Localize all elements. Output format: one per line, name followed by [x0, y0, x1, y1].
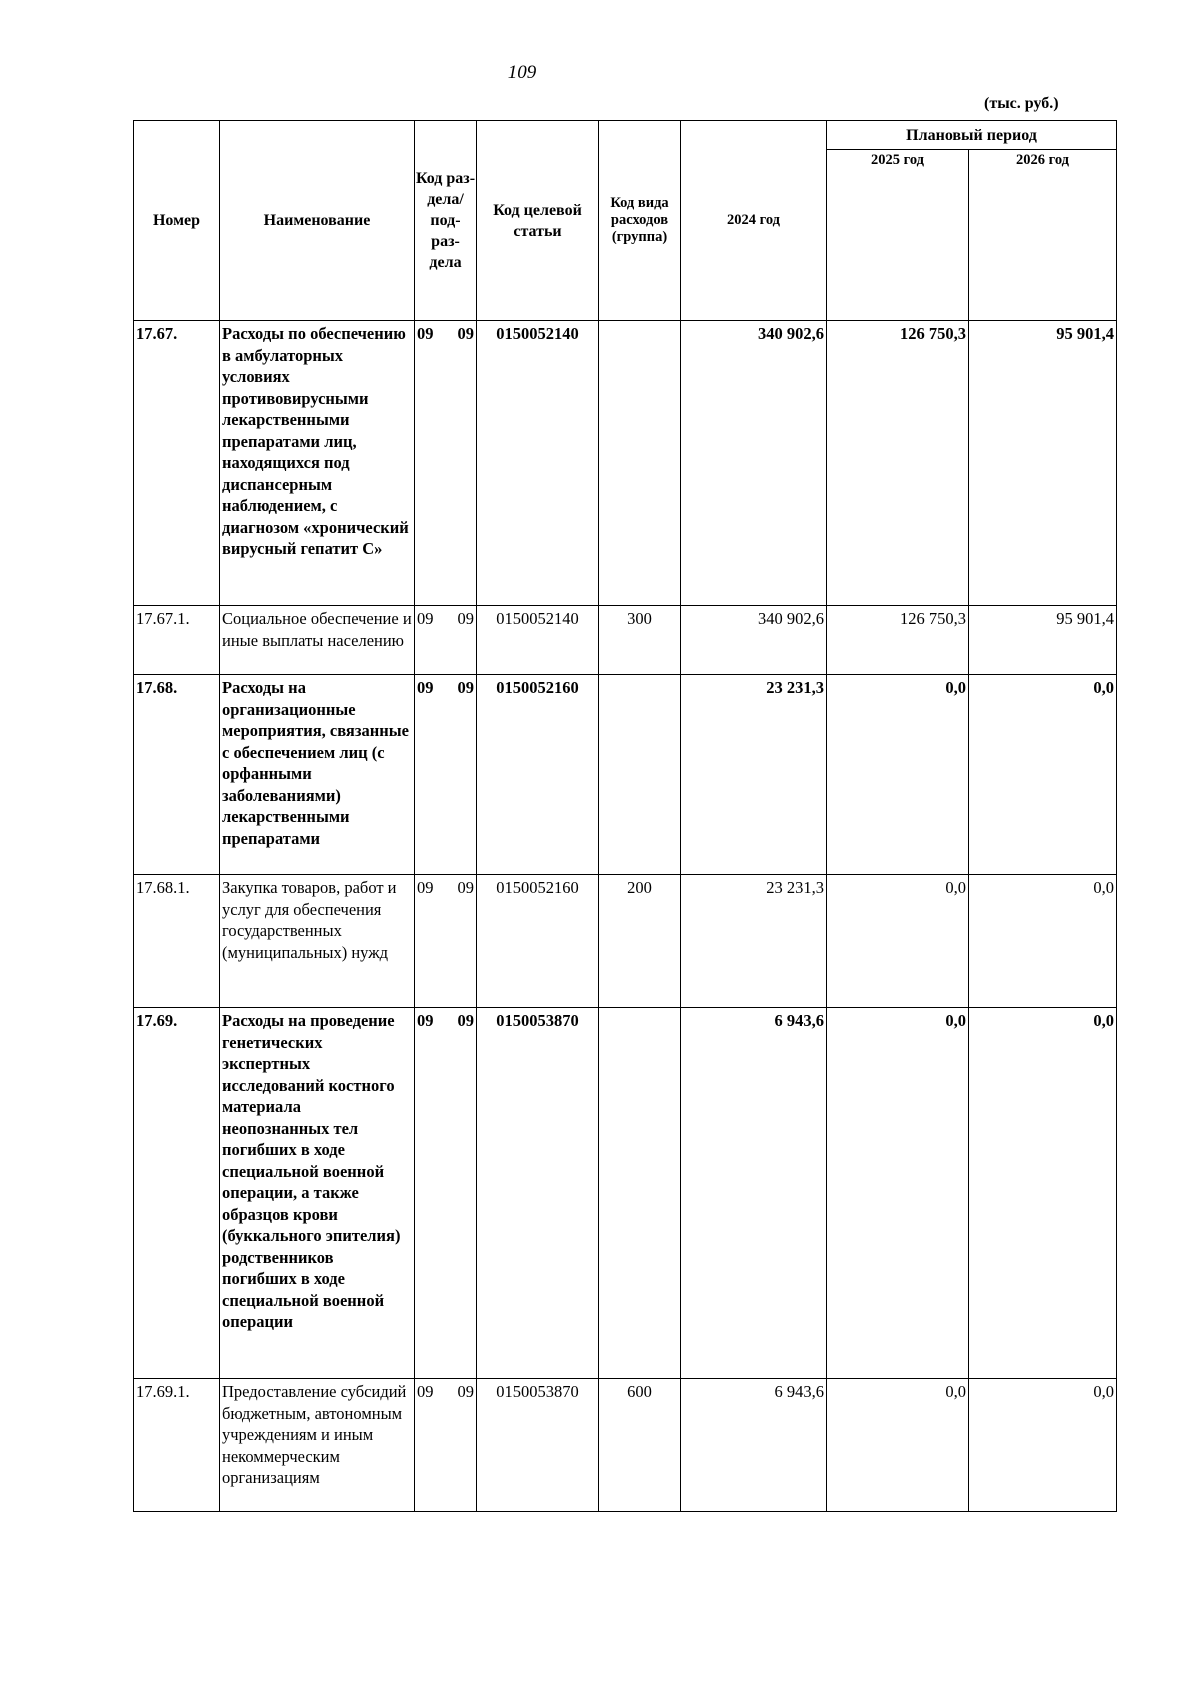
table-row: [134, 875, 1117, 1008]
row-expense-type: 200: [599, 875, 681, 1008]
row-number: 17.68.: [134, 675, 220, 875]
table-row: [134, 675, 1117, 875]
table-row: [134, 606, 1117, 675]
row-2024: 23 231,3: [681, 875, 827, 1008]
row-name: Расходы на организационные мероприятия, связанные с обеспечением лиц (с орфанными заболеваниями) лекарственными препаратами: [220, 675, 415, 875]
razdel-code: 09: [417, 1011, 434, 1030]
row-target-code: 0150052160: [477, 675, 599, 875]
row-2025: 0,0: [827, 875, 969, 1008]
header-2024: 2024 год: [681, 121, 827, 321]
header-type: Код вида расходов (группа): [599, 121, 681, 321]
row-2025: 0,0: [827, 1008, 969, 1379]
row-expense-type: [599, 321, 681, 606]
row-name: Расходы по обеспечению в амбулаторных условиях противовирусными лекарственными препаратами лиц, находящихся под диспансерным наблюдением, с диагнозом «хронический вирусный гепатит С»: [220, 321, 415, 606]
header-number: Номер: [134, 121, 220, 321]
row-expense-type: [599, 1008, 681, 1379]
row-2024: 340 902,6: [681, 321, 827, 606]
row-target-code: 0150052140: [477, 606, 599, 675]
header-razdel: Код раз- дела/ под- раз- дела: [415, 121, 477, 321]
row-expense-type: 300: [599, 606, 681, 675]
razdel-code: 09: [417, 609, 434, 628]
podrazdel-code: 09: [457, 878, 474, 897]
row-name: Закупка товаров, работ и услуг для обеспечения государственных (муниципальных) нужд: [220, 875, 415, 1008]
row-razdel: [415, 606, 477, 675]
header-2026: 2026 год: [969, 150, 1117, 321]
header-planned-period: Плановый период: [827, 121, 1117, 150]
row-razdel: [415, 875, 477, 1008]
podrazdel-code: 09: [457, 1011, 474, 1030]
row-expense-type: [599, 675, 681, 875]
table-row: [134, 321, 1117, 606]
row-number: 17.68.1.: [134, 875, 220, 1008]
row-2025: 0,0: [827, 1379, 969, 1512]
row-target-code: 0150052140: [477, 321, 599, 606]
budget-table: [133, 120, 1117, 1512]
row-razdel: [415, 1379, 477, 1512]
row-razdel: [415, 1008, 477, 1379]
podrazdel-code: 09: [457, 609, 474, 628]
row-2024: 6 943,6: [681, 1379, 827, 1512]
row-target-code: 0150053870: [477, 1008, 599, 1379]
row-number: 17.67.1.: [134, 606, 220, 675]
podrazdel-code: 09: [457, 1382, 474, 1401]
header-2025: 2025 год: [827, 150, 969, 321]
row-2025: 0,0: [827, 675, 969, 875]
units-label: (тыс. руб.): [984, 95, 1059, 112]
row-razdel: [415, 321, 477, 606]
razdel-code: 09: [417, 878, 434, 897]
podrazdel-code: 09: [457, 678, 474, 697]
row-name: Расходы на проведение генетических экспертных исследований костного материала неопознанных тел погибших в ходе специальной военной операции, а также образцов крови (буккального эпителия) родственников погибших в ходе специальной военной операции: [220, 1008, 415, 1379]
row-target-code: 0150052160: [477, 875, 599, 1008]
row-2026: 95 901,4: [969, 321, 1117, 606]
row-number: 17.67.: [134, 321, 220, 606]
page-number: 109: [507, 62, 537, 83]
row-2024: 340 902,6: [681, 606, 827, 675]
row-number: 17.69.: [134, 1008, 220, 1379]
header-name: Наименование: [220, 121, 415, 321]
row-2026: 95 901,4: [969, 606, 1117, 675]
row-2025: 126 750,3: [827, 606, 969, 675]
row-expense-type: 600: [599, 1379, 681, 1512]
row-razdel: [415, 675, 477, 875]
row-target-code: 0150053870: [477, 1379, 599, 1512]
row-2026: 0,0: [969, 875, 1117, 1008]
row-name: Социальное обеспечение и иные выплаты населению: [220, 606, 415, 675]
row-2026: 0,0: [969, 1008, 1117, 1379]
row-2024: 6 943,6: [681, 1008, 827, 1379]
row-number: 17.69.1.: [134, 1379, 220, 1512]
razdel-code: 09: [417, 1382, 434, 1401]
razdel-code: 09: [417, 324, 434, 343]
row-2025: 126 750,3: [827, 321, 969, 606]
row-2026: 0,0: [969, 1379, 1117, 1512]
table-row: [134, 1379, 1117, 1512]
row-name: Предоставление субсидий бюджетным, автономным учреждениям и иным некоммерческим организациям: [220, 1379, 415, 1512]
razdel-code: 09: [417, 678, 434, 697]
row-2026: 0,0: [969, 675, 1117, 875]
podrazdel-code: 09: [457, 324, 474, 343]
row-2024: 23 231,3: [681, 675, 827, 875]
table-row: [134, 1008, 1117, 1379]
header-target: Код целевой статьи: [477, 121, 599, 321]
